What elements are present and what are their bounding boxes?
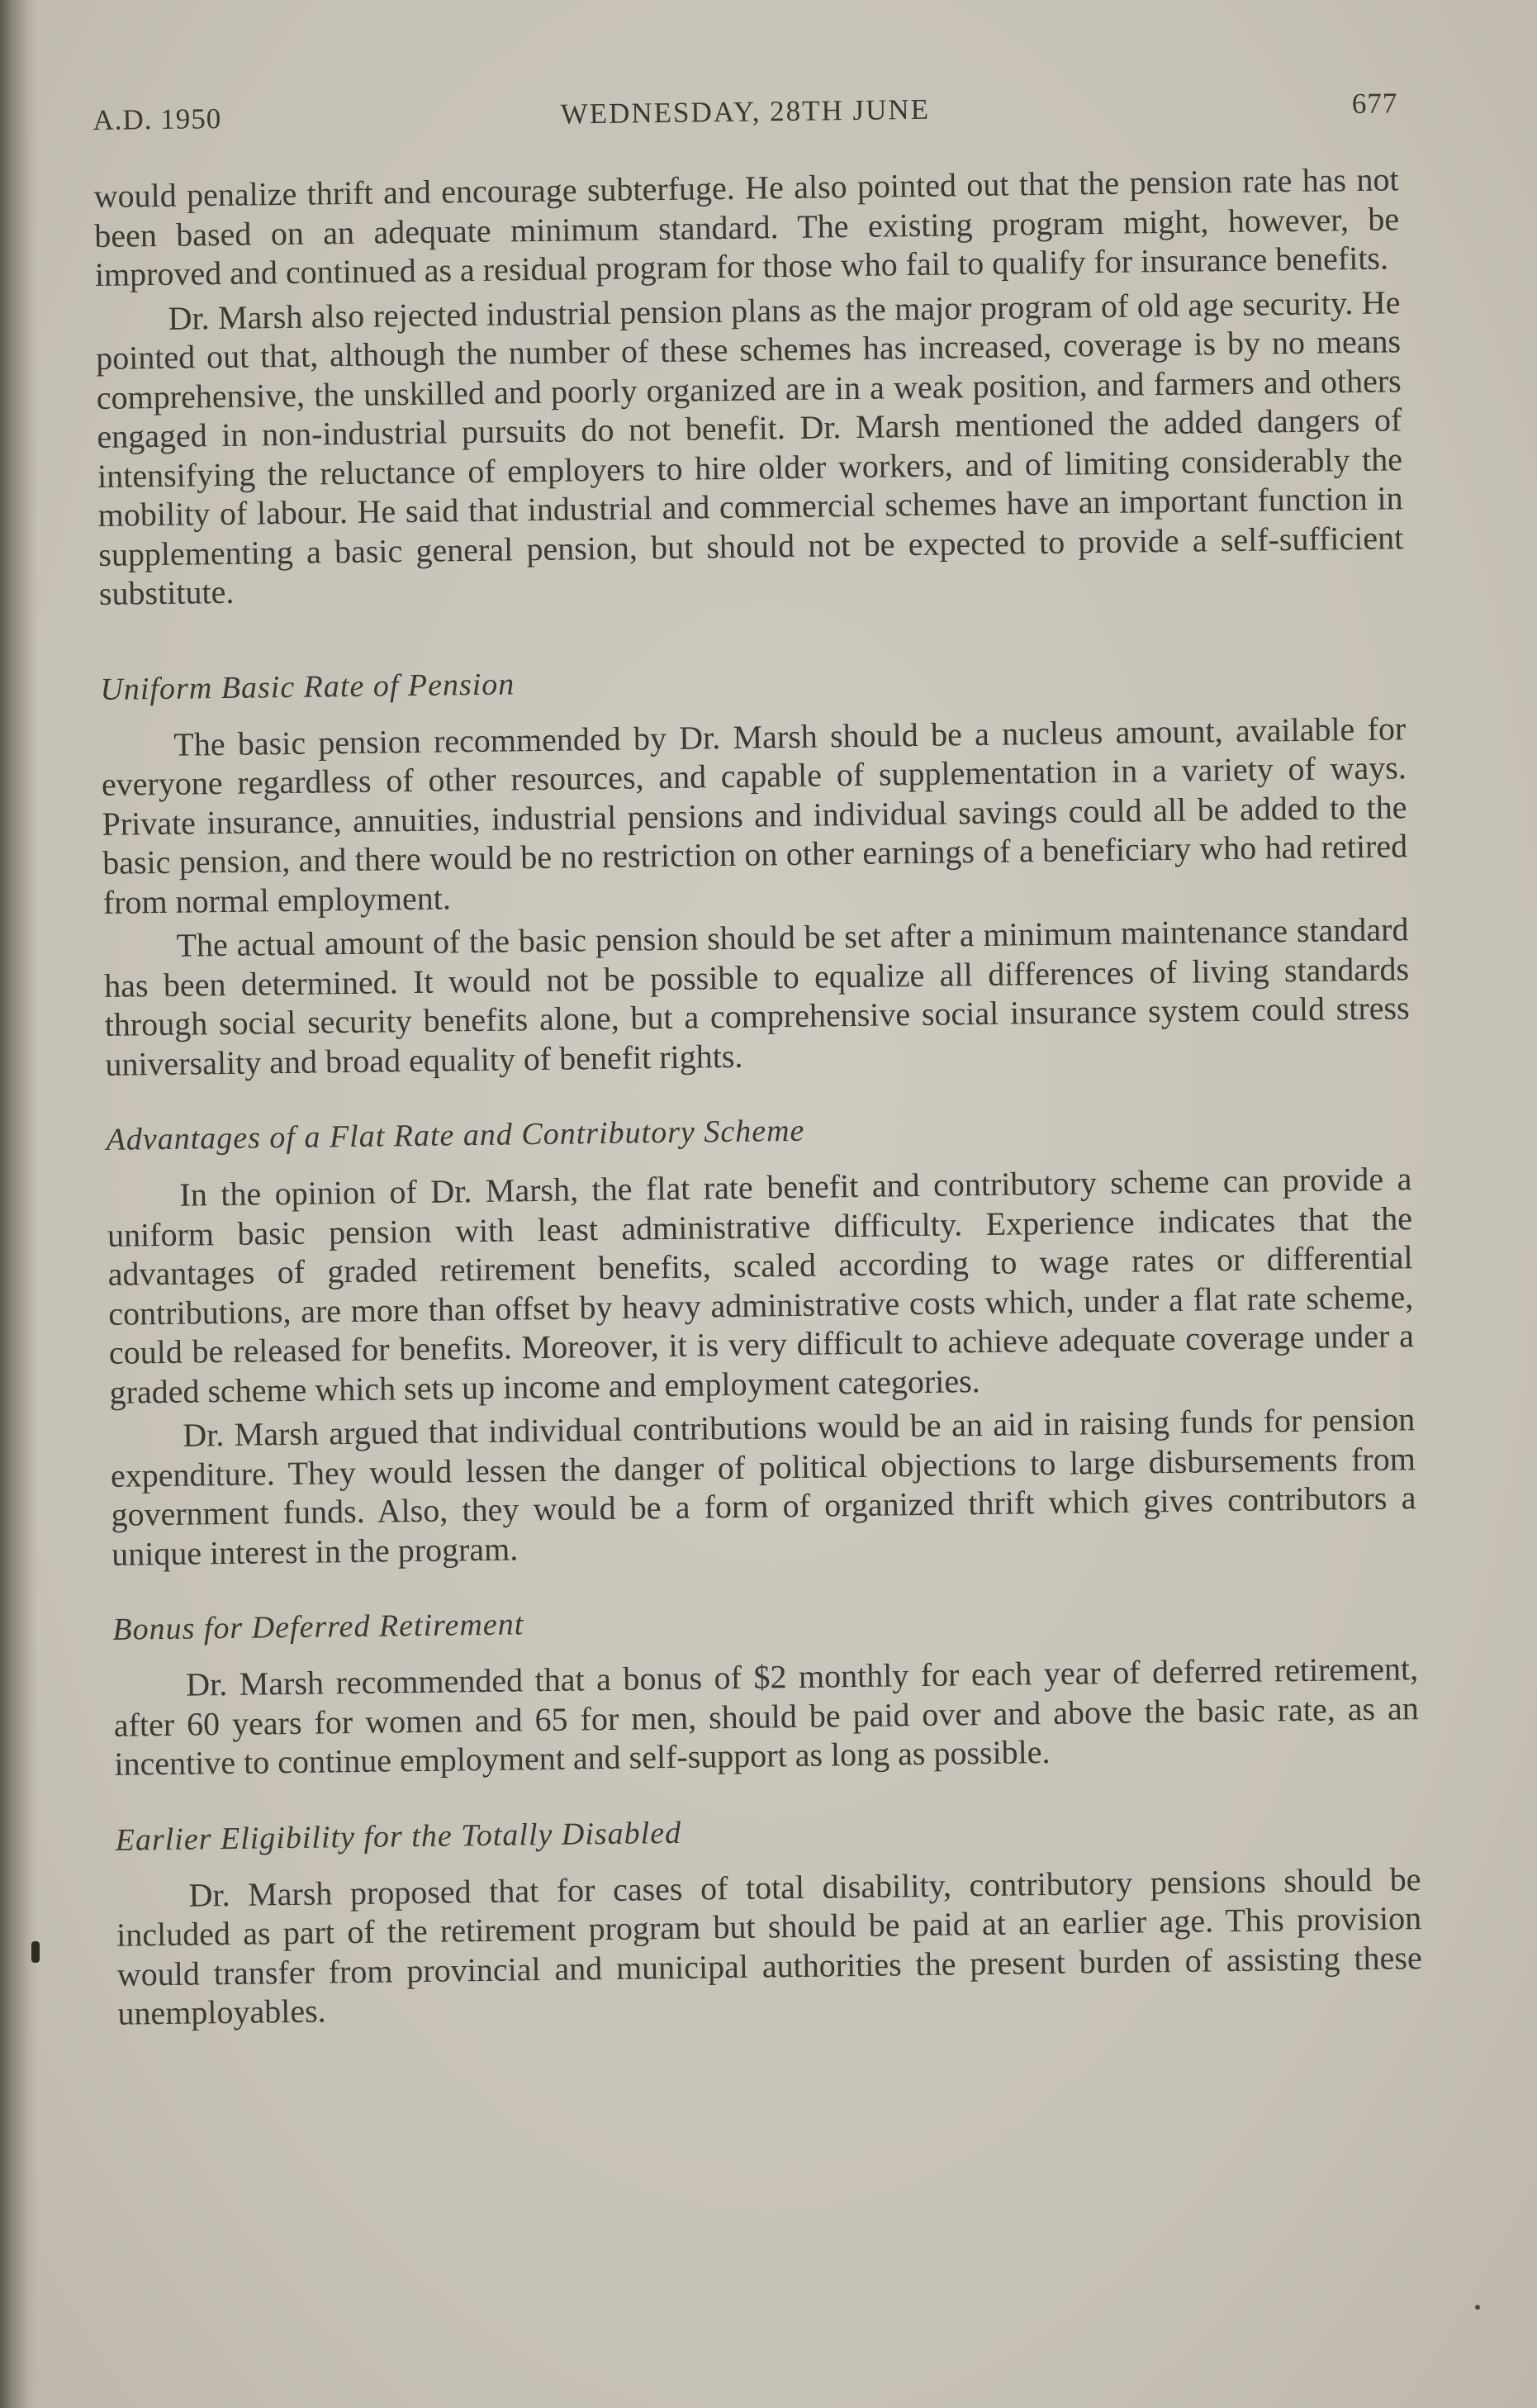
margin-mark <box>31 1941 40 1963</box>
section-heading: Earlier Eligibility for the Totally Disabled <box>115 1815 682 1858</box>
section-heading: Uniform Basic Rate of Pension <box>100 666 515 707</box>
page-number: 677 <box>1351 87 1398 121</box>
page-content <box>93 75 1423 2038</box>
paragraph: The actual amount of the basic pension should be set after a minimum maintenance standard has been determined. It would not be possible to equalize all differences of living standards through social security benefits alone, but a comprehensive social insurance system could stress universality and broad equality of benefit rights. <box>103 910 1410 1083</box>
paragraph: would penalize thrift and encourage subterfuge. He also pointed out that the pension rate has not been based on an adequate minimum standard. The existing program might, however, be improved and continued as a residual program for those who fail to qualify for insurance benefits. <box>93 160 1400 293</box>
paragraph: In the opinion of Dr. Marsh, the flat rate benefit and contributory scheme can provide a uniform basic pension with least administrative difficulty. Experience indicates that the advantages of graded retirement benefits, scaled according to wage rates or differential contributions, are more than offset by heavy administrative costs which, under a flat rate scheme, could be released for benefits. Moreover, it is very difficult to achieve adequate coverage under a graded scheme which sets up income and employment categories. <box>107 1160 1415 1411</box>
running-header <box>93 75 1398 142</box>
paragraph: The basic pension recommended by Dr. Marsh should be a nucleus amount, available for everyone regardless of other resources, and capable of supplementation in a variety of ways. Private insurance, annuities, industrial pensions and individual savings could all be added to the basic pension, and there would be no restriction on other earnings of a beneficiary who had retired from normal employment. <box>101 709 1408 921</box>
body-text <box>93 159 1422 2033</box>
paragraph: Dr. Marsh proposed that for cases of total disability, contributory pensions should be included as part of the retirement program but should be paid at an earlier age. This provision would transfer from provincial and municipal authorities the present burden of assisting these unemployables. <box>116 1859 1422 2032</box>
header-date: WEDNESDAY, 28TH JUNE <box>560 93 931 131</box>
paper-speck <box>1475 2305 1480 2310</box>
paragraph: Dr. Marsh recommended that a bonus of $2 monthly for each year of deferred retirement, after 60 years for women and 65 for men, should be paid over and above the basic rate, as an incentive to continue employment and self-support as long as possible. <box>113 1650 1420 1783</box>
header-year: A.D. 1950 <box>93 102 222 136</box>
binding-edge <box>0 0 38 2408</box>
section-heading: Advantages of a Flat Rate and Contributory Scheme <box>106 1113 805 1157</box>
paragraph: Dr. Marsh also rejected industrial pension plans as the major program of old age security. He pointed out that, although the number of these schemes has increased, coverage is by no means comprehensive, the unskilled and poorly organized are in a weak position, and farmers and others engaged in non-industrial pursuits do not benefit. Dr. Marsh mentioned the added dangers of intensifying the reluctance of employers to hire older workers, and of limiting considerably the mobility of labour. He said that industrial and commercial schemes have an important function in supplementing a basic general pension, but should not be expected to provide a self-sufficient substitute. <box>95 283 1404 612</box>
section-heading: Bonus for Deferred Retirement <box>112 1607 524 1647</box>
paragraph: Dr. Marsh argued that individual contributions would be an aid in raising funds for pension expenditure. They would lessen the danger of political objections to large disbursements from government funds. Also, they would be a form of organized thrift which gives contributors a unique interest in the program. <box>110 1400 1416 1573</box>
